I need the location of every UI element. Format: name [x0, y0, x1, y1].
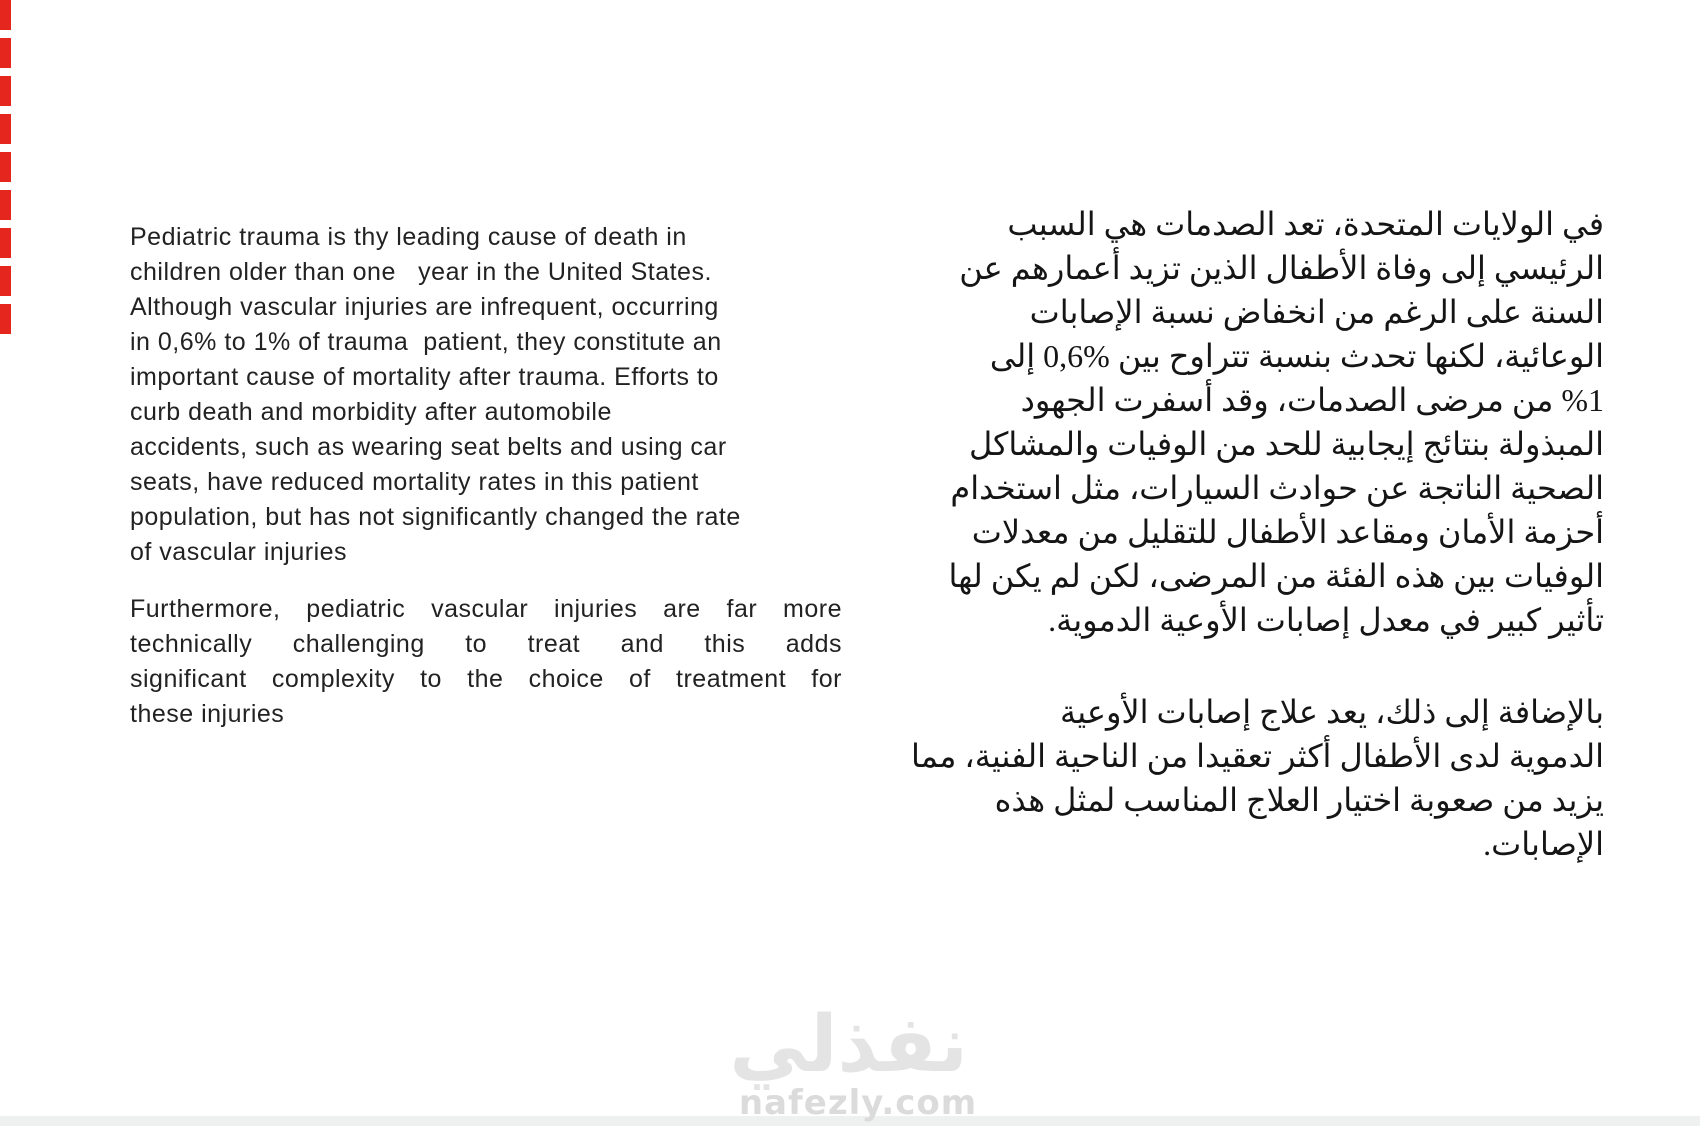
text-line: Although vascular injuries are infrequent, occurring: [130, 293, 719, 321]
text-line: Pediatric trauma is thy leading cause of death in: [130, 223, 687, 251]
red-dash: [0, 190, 11, 220]
text-line: في الولايات المتحدة، تعد الصدمات هي السبب: [1007, 206, 1604, 242]
red-dash: [0, 152, 11, 182]
text-line: in 0,6% to 1% of trauma patient, they constitute an: [130, 328, 722, 356]
text-line: السنة على الرغم من انخفاض نسبة الإصابات: [1029, 294, 1604, 330]
text-line: curb death and morbidity after automobile: [130, 398, 612, 426]
red-dash: [0, 266, 11, 296]
text-line: seats, have reduced mortality rates in this patient: [130, 468, 699, 496]
red-dash: [0, 304, 11, 334]
text-line: بالإضافة إلى ذلك، يعد علاج إصابات الأوعية: [1060, 694, 1604, 730]
english-text-column: [130, 220, 842, 732]
text-line: Furthermore, pediatric vascular injuries are far more: [130, 595, 842, 623]
red-dash: [0, 0, 11, 30]
english-paragraph-1: [130, 220, 842, 570]
text-line: يزيد من صعوبة اختيار العلاج المناسب لمثل هذه: [994, 782, 1604, 818]
text-line: %1 من مرضى الصدمات، وقد أسفرت الجهود: [1020, 382, 1604, 418]
text-line: الرئيسي إلى وفاة الأطفال الذين تزيد أعمارهم عن: [959, 250, 1604, 286]
text-line: الوعائية، لكنها تحدث بنسبة تتراوح بين %0,6 إلى: [989, 338, 1604, 374]
text-line: المبذولة بنتائج إيجابية للحد من الوفيات والمشاكل: [968, 426, 1604, 462]
text-line: significant complexity to the choice of treatment for: [130, 665, 842, 693]
red-dash: [0, 228, 11, 258]
arabic-paragraph-2: [814, 690, 1604, 866]
watermark-domain-text: nafezly.com: [738, 1083, 978, 1123]
text-line: الصحية الناتجة عن حوادث السيارات، مثل استخدام: [950, 470, 1604, 506]
arabic-text-column: [814, 202, 1604, 866]
text-line: أحزمة الأمان ومقاعد الأطفال للتقليل من معدلات: [971, 514, 1604, 550]
text-line: important cause of mortality after trauma. Efforts to: [130, 363, 719, 391]
watermark-logo: نفذلي: [729, 1000, 968, 1090]
red-dash: [0, 38, 11, 68]
text-line: تأثير كبير في معدل إصابات الأوعية الدموية.: [1048, 602, 1604, 638]
red-dash: [0, 76, 11, 106]
english-paragraph-2: [130, 592, 842, 732]
red-dash-marker: [0, 0, 11, 342]
text-line: population, but has not significantly changed the rate: [130, 503, 741, 531]
red-dash: [0, 114, 11, 144]
arabic-paragraph-1: [814, 202, 1604, 642]
text-line: these injuries: [130, 700, 285, 728]
text-line: of vascular injuries: [130, 538, 348, 566]
text-line: technically challenging to treat and this adds: [130, 630, 842, 658]
text-line: الوفيات بين هذه الفئة من المرضى، لكن لم يكن لها: [948, 558, 1604, 594]
text-line: الإصابات.: [1483, 826, 1604, 862]
text-line: الدموية لدى الأطفال أكثر تعقيدا من الناحية الفنية، مما: [910, 738, 1604, 774]
text-line: accidents, such as wearing seat belts and using car: [130, 433, 727, 461]
text-line: children older than one year in the United States.: [130, 258, 712, 286]
